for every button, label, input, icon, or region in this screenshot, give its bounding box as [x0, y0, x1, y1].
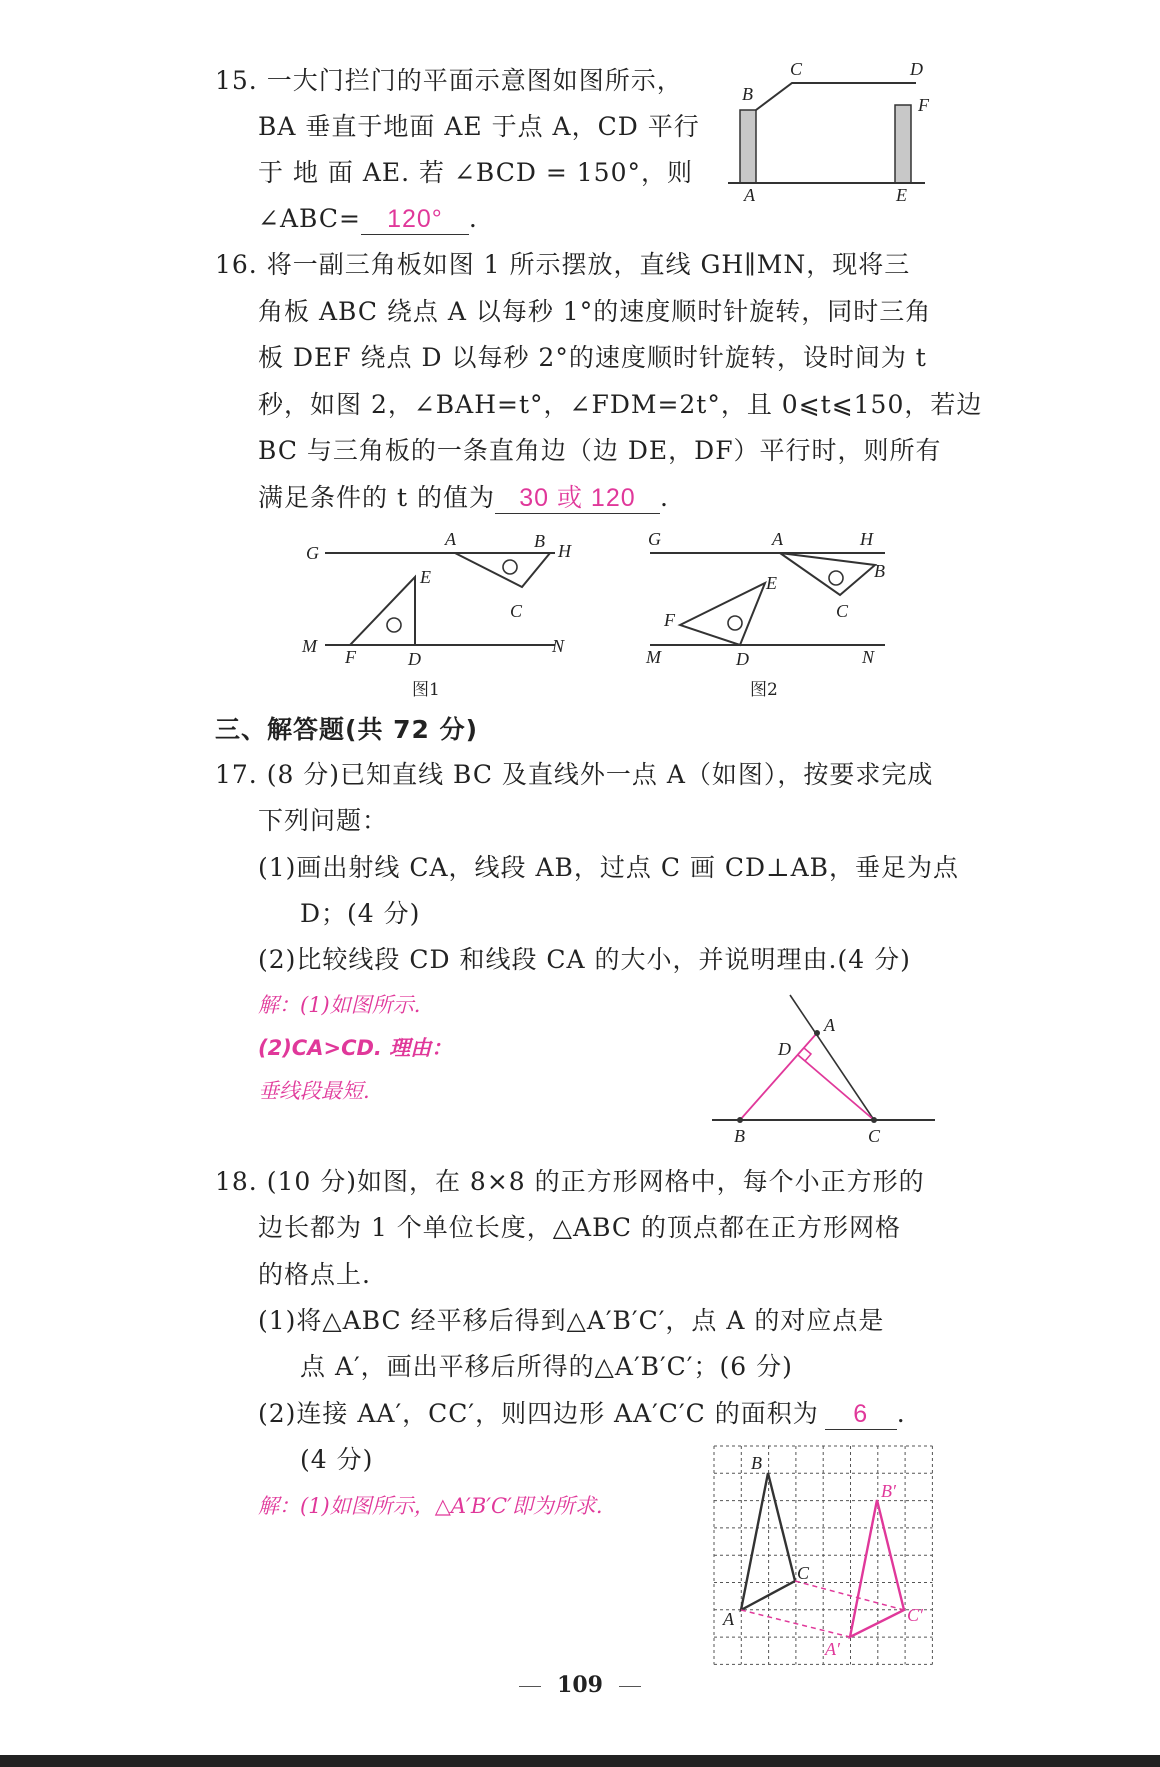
- label-e: E: [420, 567, 431, 587]
- q18-prefix: (2)连接 AA′，CC′，则四边形 AA′C′C 的面积为: [258, 1399, 819, 1428]
- q15-line2: BA 垂直于地面 AE 于点 A，CD 平行: [258, 112, 700, 141]
- label-c: C: [790, 59, 803, 79]
- triangle-a2b2c2: [850, 1500, 904, 1637]
- q17-answer-3: 垂线段最短.: [258, 1079, 370, 1103]
- point-a: [814, 1030, 820, 1036]
- q15-prefix: ∠ABC=: [258, 204, 361, 233]
- q18-line5: 点 A′，画出平移后所得的△A′B′C′；(6 分): [300, 1352, 793, 1381]
- label-m: M: [646, 647, 661, 667]
- label-a: A: [445, 529, 456, 549]
- bar-bcd: [756, 83, 916, 110]
- q16-line1: 16. 将一副三角板如图 1 所示摆放，直线 GH∥MN，现将三: [215, 250, 911, 279]
- label-h: H: [860, 529, 873, 549]
- q15-end: .: [468, 204, 478, 233]
- triangle-def-hole: [728, 616, 742, 630]
- label-a: A: [772, 529, 783, 549]
- q17-figure: [700, 985, 940, 1145]
- label-f: F: [345, 647, 356, 667]
- label-b: B: [742, 84, 753, 104]
- q15-line4: [258, 204, 478, 235]
- segment-cc2: [795, 1581, 904, 1610]
- q18-line4: (1)将△ABC 经平移后得到△A′B′C′，点 A 的对应点是: [258, 1306, 885, 1335]
- q18-line6: [258, 1399, 906, 1430]
- q18-answer-blank: 6: [825, 1399, 897, 1430]
- label-c: C: [510, 601, 523, 621]
- label-d: D: [910, 59, 923, 79]
- q15-gate-figure: [720, 55, 940, 215]
- label-g: G: [648, 529, 661, 549]
- q18-grid-figure: [713, 1445, 933, 1665]
- bottom-bar: [0, 1755, 1160, 1767]
- label-e: E: [896, 185, 907, 205]
- q16-end: .: [659, 483, 669, 512]
- q18-line3: 的格点上.: [258, 1260, 371, 1289]
- q17-answer-1: 解：(1)如图所示.: [258, 993, 421, 1017]
- triangle-abc: [780, 553, 875, 595]
- q15-answer-blank: 120°: [361, 204, 469, 235]
- label-c: C: [836, 601, 849, 621]
- q17-line4: D；(4 分): [300, 899, 421, 928]
- triangle-abc: [741, 1473, 795, 1610]
- q16-line2: 角板 ABC 绕点 A 以每秒 1°的速度顺时针旋转，同时三角: [258, 297, 932, 326]
- label-b: B: [874, 561, 885, 581]
- label-a: A: [744, 185, 755, 205]
- label-d: D: [408, 649, 421, 669]
- q17-line2: 下列问题：: [258, 806, 389, 835]
- section-title: [215, 715, 478, 745]
- label-b: B: [734, 1126, 745, 1146]
- q15-line1: 15. 一大门拦门的平面示意图如图所示，: [215, 66, 683, 95]
- triangle-def-hole: [387, 618, 401, 632]
- label-d: D: [778, 1039, 791, 1059]
- q16-figure-2: [640, 525, 920, 705]
- fig1-caption: 图1: [412, 680, 440, 700]
- label-a-prime: A′: [825, 1639, 840, 1659]
- q16-line6: [258, 483, 669, 514]
- fig2-caption: 图2: [750, 680, 778, 700]
- q18-line7: (4 分): [300, 1445, 374, 1474]
- q18-line2: 边长都为 1 个单位长度，△ABC 的顶点都在正方形网格: [258, 1213, 901, 1242]
- label-a: A: [723, 1609, 734, 1629]
- label-m: M: [302, 636, 317, 656]
- gate-post-right: [895, 105, 911, 183]
- gate-post-left: [740, 110, 756, 183]
- q17-answer-2: (2)CA>CD. 理由：: [258, 1036, 453, 1060]
- label-h: H: [558, 541, 571, 561]
- label-e: E: [766, 573, 777, 593]
- right-angle-mark: [804, 1048, 811, 1061]
- label-b: B: [751, 1453, 762, 1473]
- label-a: A: [824, 1015, 835, 1035]
- point-b: [737, 1117, 743, 1123]
- label-b: B: [534, 531, 545, 551]
- label-d: D: [736, 649, 749, 669]
- label-f: F: [664, 610, 675, 630]
- q16-answer-blank: 30 或 120: [495, 483, 660, 514]
- page-number-text: 109: [557, 1672, 603, 1698]
- ray-ca: [790, 995, 874, 1120]
- page-dash-right: [619, 1686, 641, 1687]
- q16-line3: 板 DEF 绕点 D 以每秒 2°的速度顺时针旋转，设时间为 t: [258, 343, 927, 372]
- label-n: N: [552, 636, 565, 656]
- section-title-text: 三、解答题: [215, 715, 346, 744]
- label-n: N: [862, 647, 875, 667]
- q18-end: .: [896, 1399, 906, 1428]
- triangle-abc: [455, 553, 550, 587]
- q15-line3: 于 地 面 AE. 若 ∠BCD = 150°，则: [258, 158, 693, 187]
- q16-prefix: 满足条件的 t 的值为: [258, 483, 495, 512]
- q18-line1: 18. (10 分)如图，在 8×8 的正方形网格中，每个小正方形的: [215, 1167, 925, 1196]
- triangle-def: [350, 577, 415, 645]
- triangle-abc-hole: [503, 560, 517, 574]
- label-c-prime: C′: [907, 1605, 923, 1625]
- label-b-prime: B′: [881, 1481, 896, 1501]
- page-number: [0, 1672, 1160, 1698]
- label-c: C: [797, 1563, 810, 1583]
- page-dash-left: [519, 1686, 541, 1687]
- q16-line5: BC 与三角板的一条直角边（边 DE，DF）平行时，则所有: [258, 436, 942, 465]
- point-c: [871, 1117, 877, 1123]
- grid: [714, 1446, 932, 1664]
- triangle-abc-hole: [829, 571, 843, 585]
- section-score: (共 72 分): [345, 715, 479, 744]
- q16-line4: 秒，如图 2，∠BAH=t°，∠FDM=2t°，且 0⩽t⩽150，若边: [258, 390, 983, 419]
- q16-figure-1: [300, 525, 580, 705]
- triangle-def: [680, 583, 765, 645]
- q17-line1: 17. (8 分)已知直线 BC 及直线外一点 A（如图），按要求完成: [215, 760, 934, 789]
- label-c: C: [868, 1126, 881, 1146]
- label-f: F: [918, 95, 929, 115]
- q17-line3: (1)画出射线 CA，线段 AB，过点 C 画 CD⊥AB，垂足为点: [258, 853, 959, 882]
- label-g: G: [306, 543, 319, 563]
- q17-line5: (2)比较线段 CD 和线段 CA 的大小，并说明理由.(4 分): [258, 945, 911, 974]
- q18-answer-1: 解：(1)如图所示，△A′B′C′即为所求.: [258, 1494, 603, 1518]
